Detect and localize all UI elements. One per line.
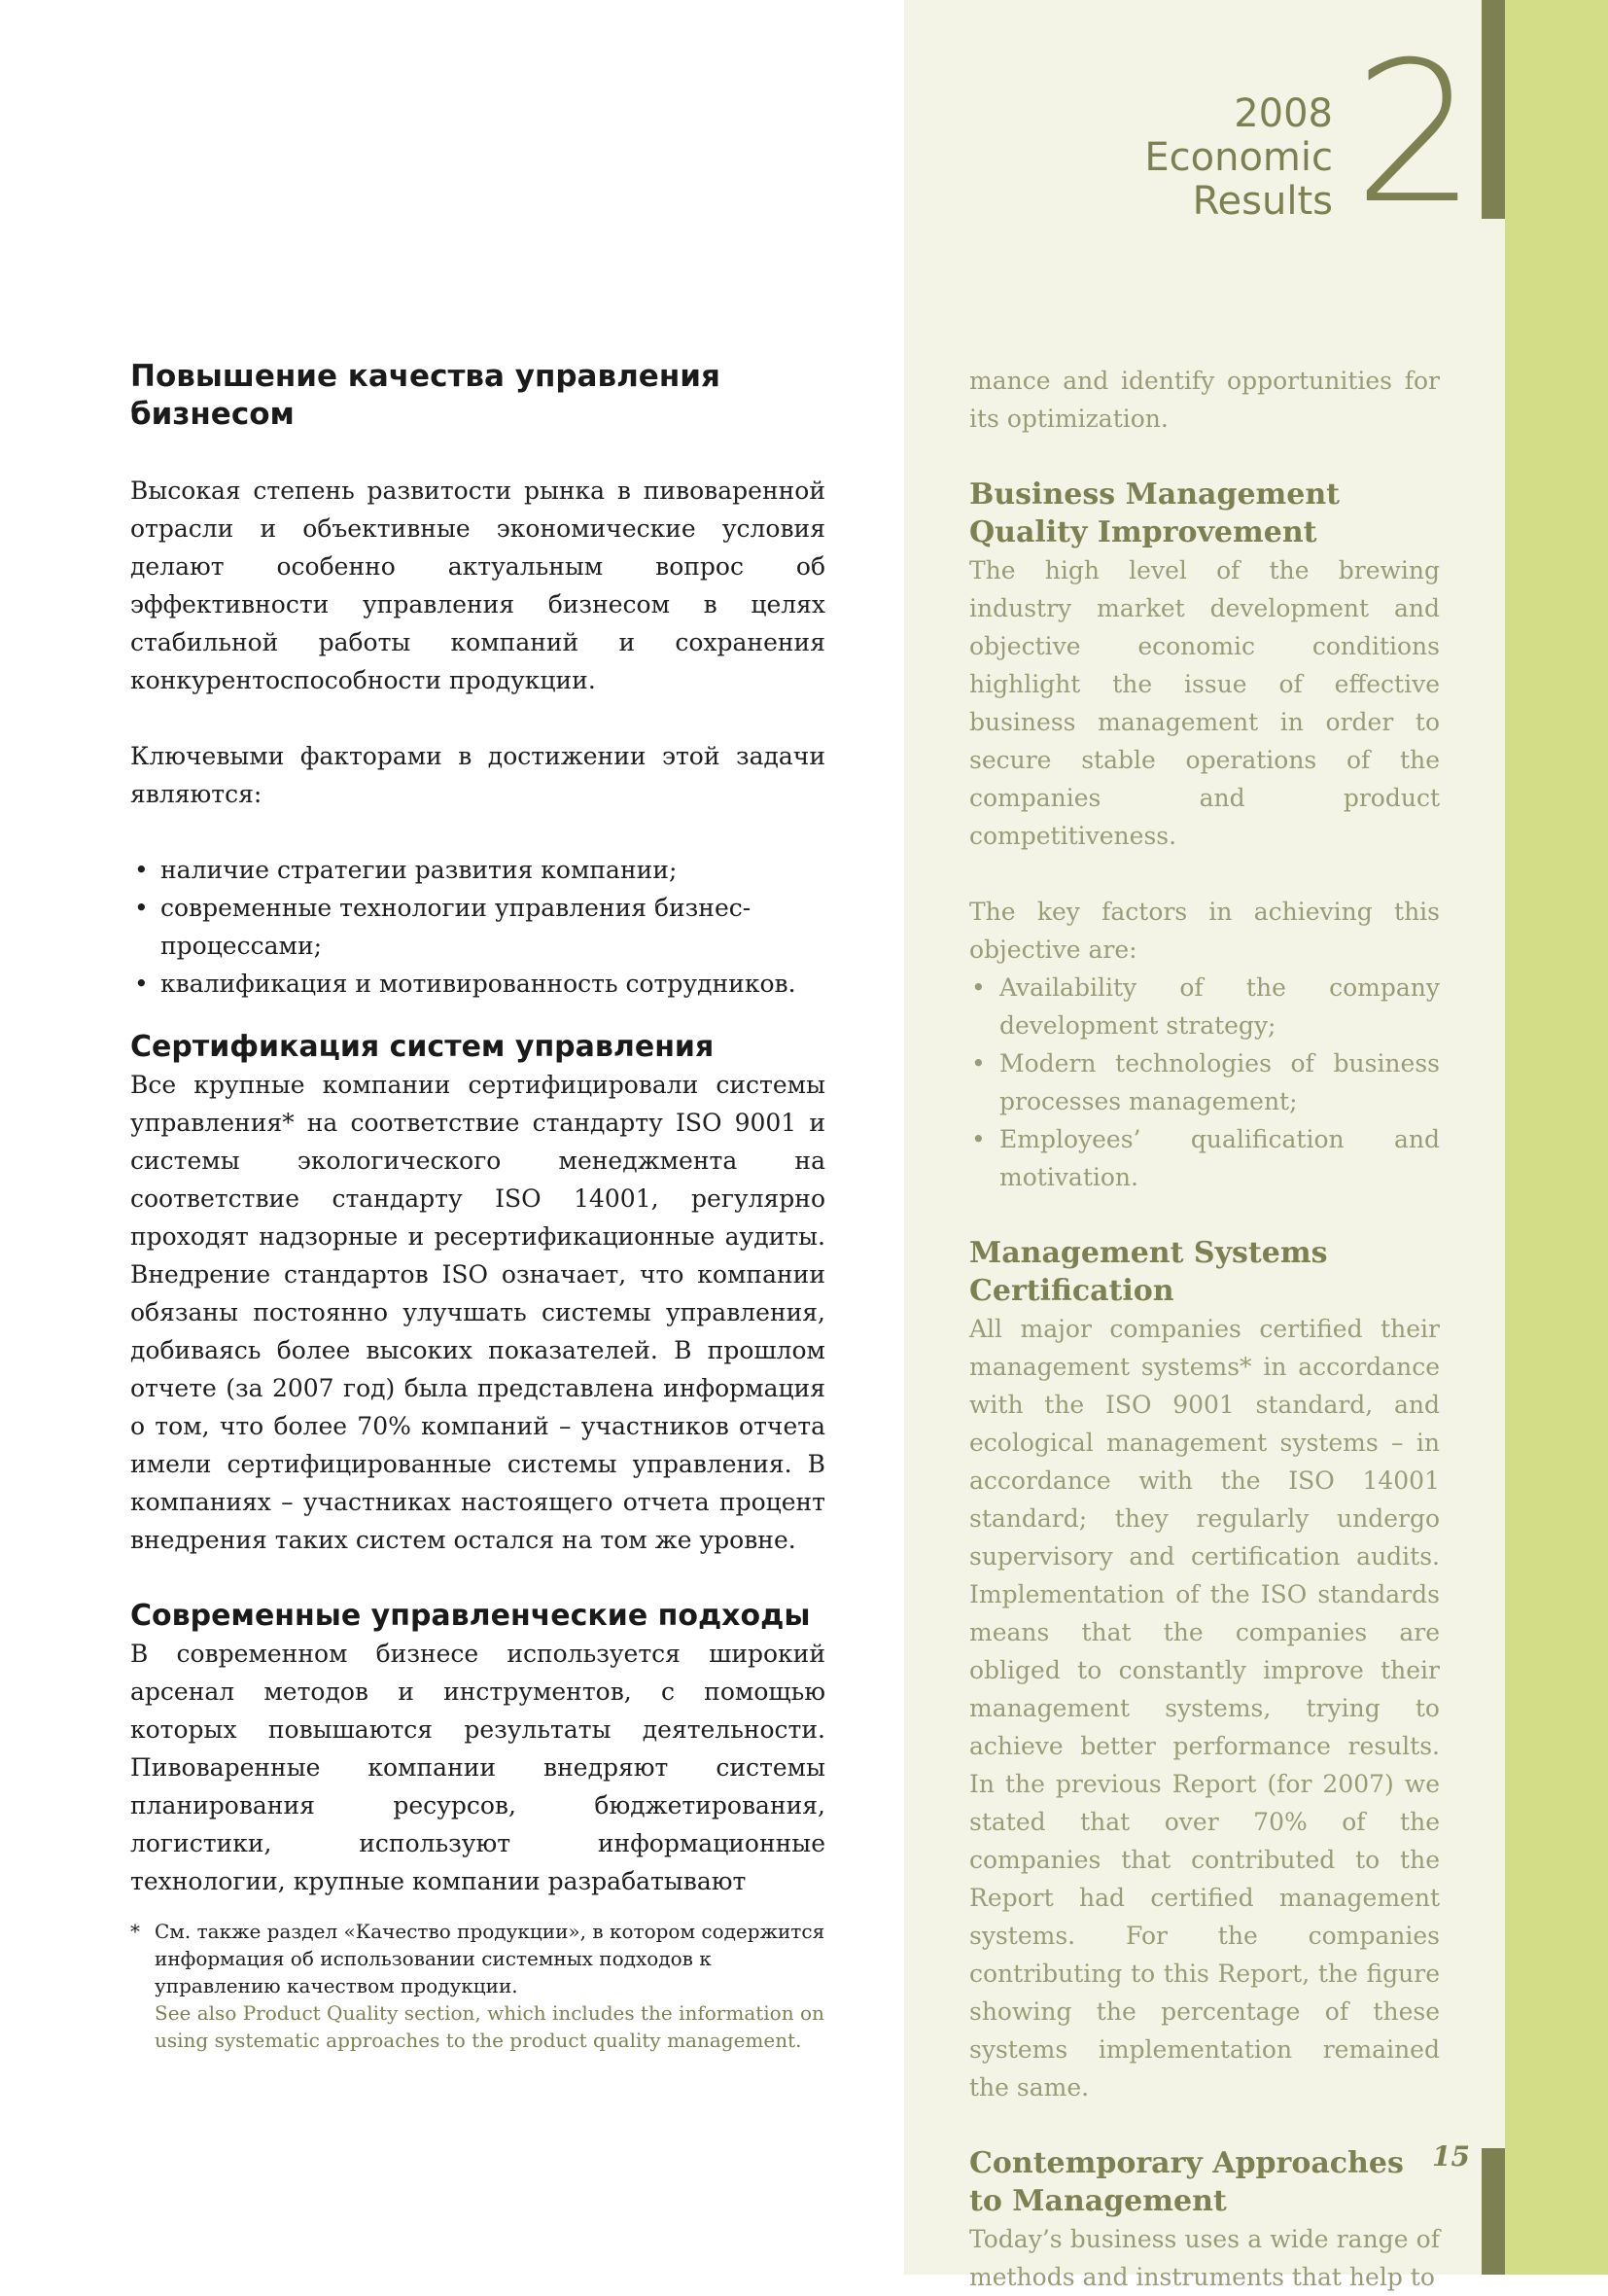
footnote-marker: *	[130, 1920, 140, 1943]
bullet-list	[130, 851, 825, 1003]
footnote-text-ru: См. также раздел «Качество продукции», в котором содержится информация об использовании системных подходов к управлению качеством продукции.	[155, 1920, 825, 1997]
chapter-title-line: Economic	[1144, 135, 1333, 180]
page-marker-bar	[1482, 2148, 1505, 2275]
paragraph: Все крупные компании сертифицировали системы управления* на соответствие стандарту ISO 9001 и системы экологического менеджмента на соответствие стандарту ISO 14001, регулярно проходят надзорные и ресертификационные аудиты. Внедрение стандартов ISO означает, что компании обязаны постоянно улучшать системы управления, добиваясь более высоких показателей. В прошлом отчете (за 2007 год) была представлена информация о том, что более 70% компаний – участников отчета имели сертифицированные системы управления. В компаниях – участниках настоящего отчета процент внедрения таких систем остался на том же уровне.	[130, 1071, 825, 1554]
english-column	[969, 362, 1440, 2296]
list-item: • наличие стратегии развития компании;	[130, 851, 825, 889]
list-item: • Employees’ qualification and motivation.	[969, 1120, 1440, 1196]
list-item: • Availability of the company development strategy;	[969, 969, 1440, 1044]
section-heading: Contemporary Approaches to Management	[969, 2146, 1404, 2218]
lime-edge-band	[1505, 0, 1608, 2275]
paragraph: mance and identify opportunities for its optimization.	[969, 367, 1440, 433]
paragraph: Ключевыми факторами в достижении этой задачи являются:	[130, 742, 825, 808]
list-item: • современные технологии управления бизнес-процессами;	[130, 889, 825, 965]
footnote	[130, 1918, 830, 2054]
section-heading: Management Systems Certification	[969, 1236, 1328, 1308]
paragraph: The key factors in achieving this objective are:	[969, 898, 1440, 964]
footnote-text-en: See also Product Quality section, which includes the information on using systematic approaches to the product quality management.	[155, 2001, 824, 2052]
chapter-title	[1041, 92, 1333, 224]
russian-column	[130, 358, 825, 1900]
list-item: • Modern technologies of business processes management;	[969, 1044, 1440, 1120]
paragraph: В современном бизнесе используется широкий арсенал методов и инструментов, с помощью которых повышаются результаты деятельности. Пивоваренные компании внедряют системы планирования ресурсов, бюджетирования, логистики, используют информационные технологии, крупные компании разрабатывают	[130, 1640, 825, 1895]
section-heading: Сертификация систем управления	[130, 1030, 715, 1064]
section-heading: Повышение качества управления бизнесом	[130, 359, 720, 432]
section-heading: Современные управленческие подходы	[130, 1599, 811, 1633]
list-item: • квалификация и мотивированность сотрудников.	[130, 965, 825, 1003]
bullet-list	[969, 969, 1440, 1196]
chapter-marker-bar	[1482, 0, 1505, 219]
chapter-number: 2	[1353, 20, 1478, 247]
page-number: 15	[1432, 2140, 1470, 2172]
paragraph: Today’s business uses a wide range of methods and instruments that help to	[969, 2225, 1440, 2291]
paragraph: The high level of the brewing industry market development and objective economic conditions highlight the issue of effective business management in order to secure stable operations of the companies and product competitiveness.	[969, 556, 1440, 850]
chapter-title-line: 2008	[1234, 91, 1333, 136]
paragraph: Высокая степень развитости рынка в пивоваренной отрасли и объективные экономические условия делают особенно актуальным вопрос об эффективности управления бизнесом в целях стабильной работы компаний и сохранения конкурентоспособности продукции.	[130, 477, 825, 694]
section-heading: Business Management Quality Improvement	[969, 477, 1341, 549]
chapter-title-line: Results	[1192, 179, 1333, 224]
paragraph: All major companies certified their management systems* in accordance with the ISO 9001 standard, and ecological management systems – in accordance with the ISO 14001 standard; they regularly undergo supervisory and certification audits. Implementation of the ISO standards means that the companies are obliged to constantly improve their management systems, trying to achieve better performance results. In the previous Report (for 2007) we stated that over 70% of the companies that contributed to the Report had certified management systems. For the companies contributing to this Report, the figure showing the percentage of these systems implementation remained the same.	[969, 1315, 1440, 2102]
